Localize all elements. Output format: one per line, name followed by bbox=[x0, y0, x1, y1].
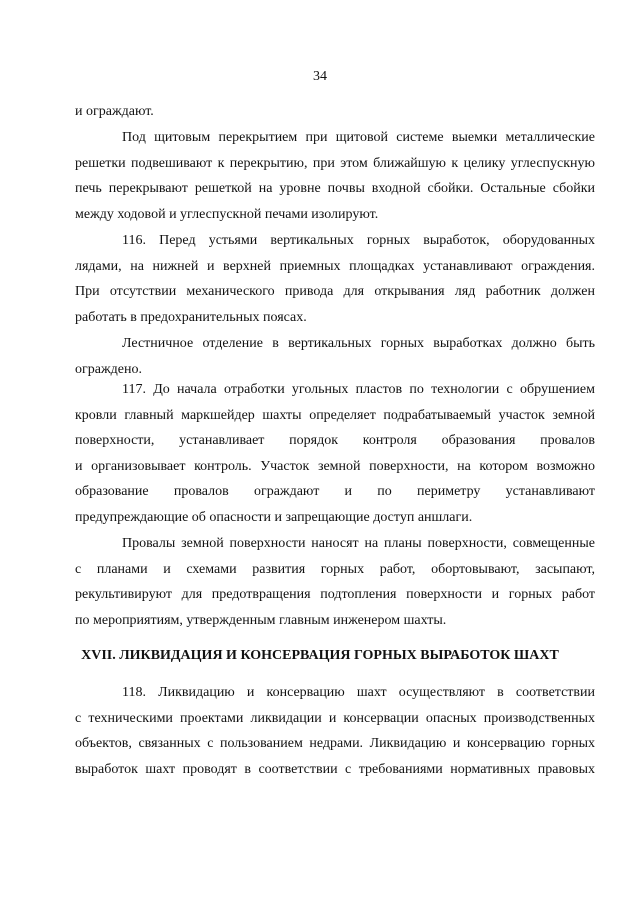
text-line: кровли главный маркшейдер шахты определяет подрабатываемый участок земной bbox=[75, 407, 595, 423]
text-line: между ходовой и углеспускной печами изолируют. bbox=[75, 206, 379, 222]
text-line: 118. Ликвидацию и консервацию шахт осуществляют в соответствии bbox=[122, 685, 595, 700]
text-line: по мероприятиям, утвержденным главным инженером шахты. bbox=[75, 612, 447, 628]
text-line: с техническими проектами ликвидации и консервации опасных производственных bbox=[75, 710, 595, 726]
paragraph-sinkholes bbox=[75, 531, 595, 633]
text-line: 116. Перед устьями вертикальных горных выработок, оборудованных bbox=[122, 233, 595, 248]
text-line: решетки подвешивают к перекрытию, при этом ближайшую к целику углеспускную bbox=[75, 155, 595, 171]
text-line: Провалы земной поверхности наносят на планы поверхности, совмещенные bbox=[122, 536, 595, 551]
text-line: объектов, связанных с пользованием недрами. Ликвидацию и консервацию горных bbox=[75, 736, 595, 752]
text-line: с планами и схемами развития горных работ, обортовывают, засыпают, bbox=[75, 561, 595, 577]
paragraph-117 bbox=[75, 377, 595, 531]
text-line: работать в предохранительных поясах. bbox=[75, 309, 307, 325]
text-line: выработок шахт проводят в соответствии с требованиями нормативных правовых bbox=[75, 761, 595, 777]
text-line: 117. До начала отработки угольных пластов по технологии с обрушением bbox=[122, 382, 595, 397]
text-line: и ограждают. bbox=[75, 104, 154, 119]
text-line: рекультивируют для предотвращения подтопления поверхности и горных работ bbox=[75, 587, 595, 603]
paragraph-continuation bbox=[75, 99, 595, 125]
text-line: ограждено. bbox=[75, 361, 142, 377]
paragraph-116 bbox=[75, 228, 595, 330]
text-line: поверхности, устанавливает порядок контроля образования провалов bbox=[75, 433, 595, 449]
paragraph-screen-ceiling bbox=[75, 125, 595, 227]
page-number: 34 bbox=[313, 69, 327, 84]
section-heading: XVII. ЛИКВИДАЦИЯ И КОНСЕРВАЦИЯ ГОРНЫХ ВЫРАБОТОК ШАХТ bbox=[81, 648, 559, 663]
paragraph-118 bbox=[75, 680, 595, 782]
text-line: Лестничное отделение в вертикальных горных выработках должно быть bbox=[122, 336, 595, 351]
text-line: и организовывает контроль. Участок земной поверхности, на котором возможно bbox=[75, 458, 595, 474]
text-line: При отсутствии механического привода для открывания ляд работник должен bbox=[75, 284, 595, 300]
text-line: печь перекрывают решеткой на уровне почвы входной сбойки. Остальные сбойки bbox=[75, 181, 595, 197]
paragraph-ladder bbox=[75, 331, 595, 382]
text-line: образование провалов ограждают и по периметру устанавливают bbox=[75, 484, 595, 500]
text-line: лядами, на нижней и верхней приемных площадках устанавливают ограждения. bbox=[75, 258, 595, 274]
text-line: Под щитовым перекрытием при щитовой системе выемки металлические bbox=[122, 130, 595, 145]
text-line: предупреждающие об опасности и запрещающие доступ аншлаги. bbox=[75, 509, 473, 525]
